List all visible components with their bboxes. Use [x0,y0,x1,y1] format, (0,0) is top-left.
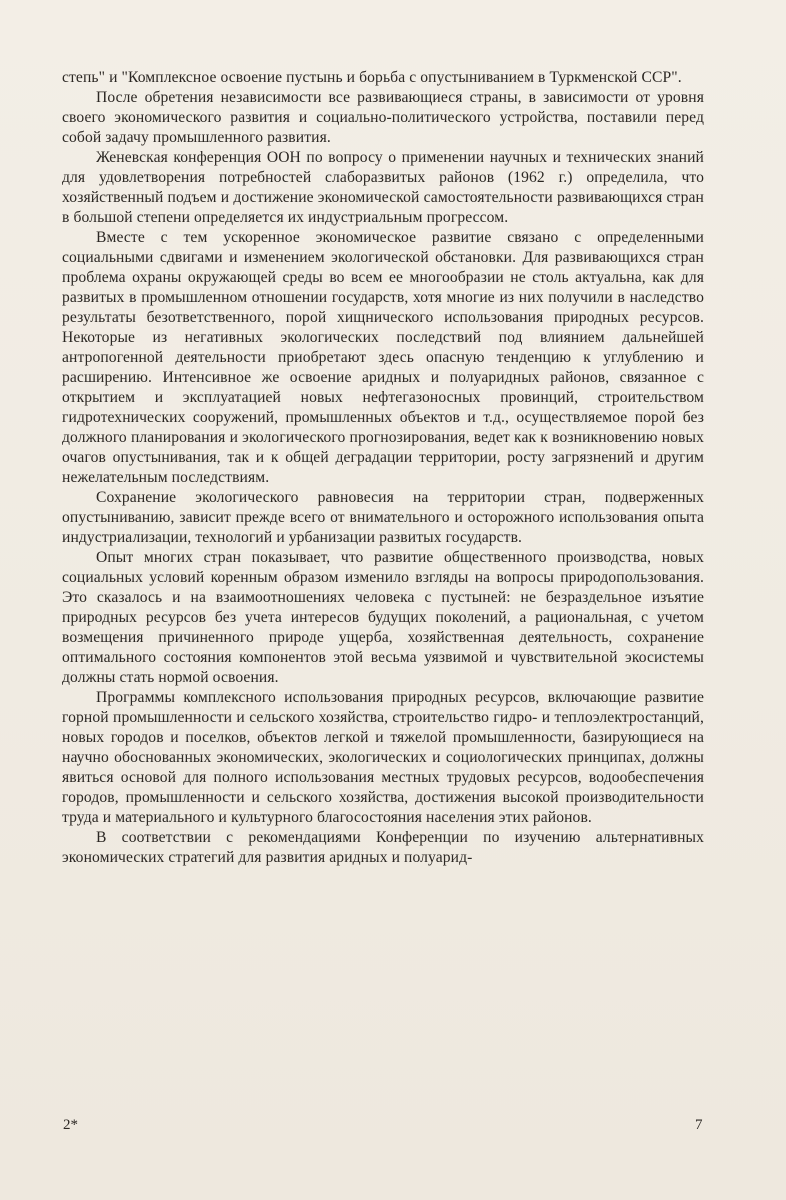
paragraph-continuation: степь" и "Комплексное освоение пустынь и борьба с опустыниванием в Туркменской ССР". [62,69,682,86]
paragraph-economic-development: Вместе с тем ускоренное экономическое развитие связано с определенными социальными сдвигами и изменением экологической обстановки. Для развивающихся стран проблема охраны окружающей среды во всем ее многообразии не столь актуальна, как для развитых в промышленном отношении государств, хотя многие из них получили в наследство результаты безответственного, порой хищнического использования природных ресурсов. Некоторые из негативных экологических последствий под влиянием дальнейшей антропогенной деятельности приобретают здесь опасную тенденцию к углублению и расширению. Интенсивное же освоение аридных и полуаридных районов, связанное с открытием и эксплуатацией новых нефтегазоносных провинций, строительством гидротехнических сооружений, промышленных объектов и т.д., осуществляемое порой без должного планирования и экологического прогнозирования, ведет как к возникновению новых очагов опустынивания, так и к общей деградации территории, росту загрязнений и другим нежелательным последствиям. [62,229,704,486]
paragraph-geneva-conference: Женевская конференция ООН по вопросу о применении научных и технических знаний для удовлетворения потребностей слаборазвитых районов (1962 г.) определила, что хозяйственный подъем и достижение экономической самостоятельности развивающихся стран в большой степени определяется их индустриальным прогрессом. [62,149,704,226]
paragraph-recommendations: В соответствии с рекомендациями Конференции по изучению альтернативных экономических стратегий для развития аридных и полуарид- [62,829,704,866]
paragraph-ecological-balance: Сохранение экологического равновесия на территории стран, подверженных опустыниванию, зависит прежде всего от внимательного и осторожного использования опыта индустриализации, технологий и урбанизации развитых государств. [62,489,704,546]
paragraph-programs: Программы комплексного использования природных ресурсов, включающие развитие горной промышленности и сельского хозяйства, строительство гидро- и теплоэлектростанций, новых городов и поселков, объектов легкой и тяжелой промышленности, базирующиеся на научно обоснованных экономических, экологических и социологических принципах, должны явиться основой для полного использования местных трудовых ресурсов, водообеспечения городов, промышленности и сельского хозяйства, достижения высокой производительности труда и материального и культурного благосостояния населения этих районов. [62,689,704,826]
paragraph-independence: После обретения независимости все развивающиеся страны, в зависимости от уровня своего экономического развития и социально-политического устройства, поставили перед собой задачу промышленного развития. [62,89,704,146]
paragraph-experience: Опыт многих стран показывает, что развитие общественного производства, новых социальных условий коренным образом изменило взгляды на вопросы природопользования. Это сказалось и на взаимоотношениях человека с пустыней: не безраздельное изъятие природных ресурсов без учета интересов будущих поколений, а рациональная, с учетом возмещения причиненного природе ущерба, хозяйственная деятельность, сохранение оптимального состояния компонентов этой весьма уязвимой и чувствительной экосистемы должны стать нормой освоения. [62,549,704,686]
signature-mark: 2* [63,1117,78,1133]
body-text [62,68,704,868]
page-number: 7 [695,1117,703,1133]
